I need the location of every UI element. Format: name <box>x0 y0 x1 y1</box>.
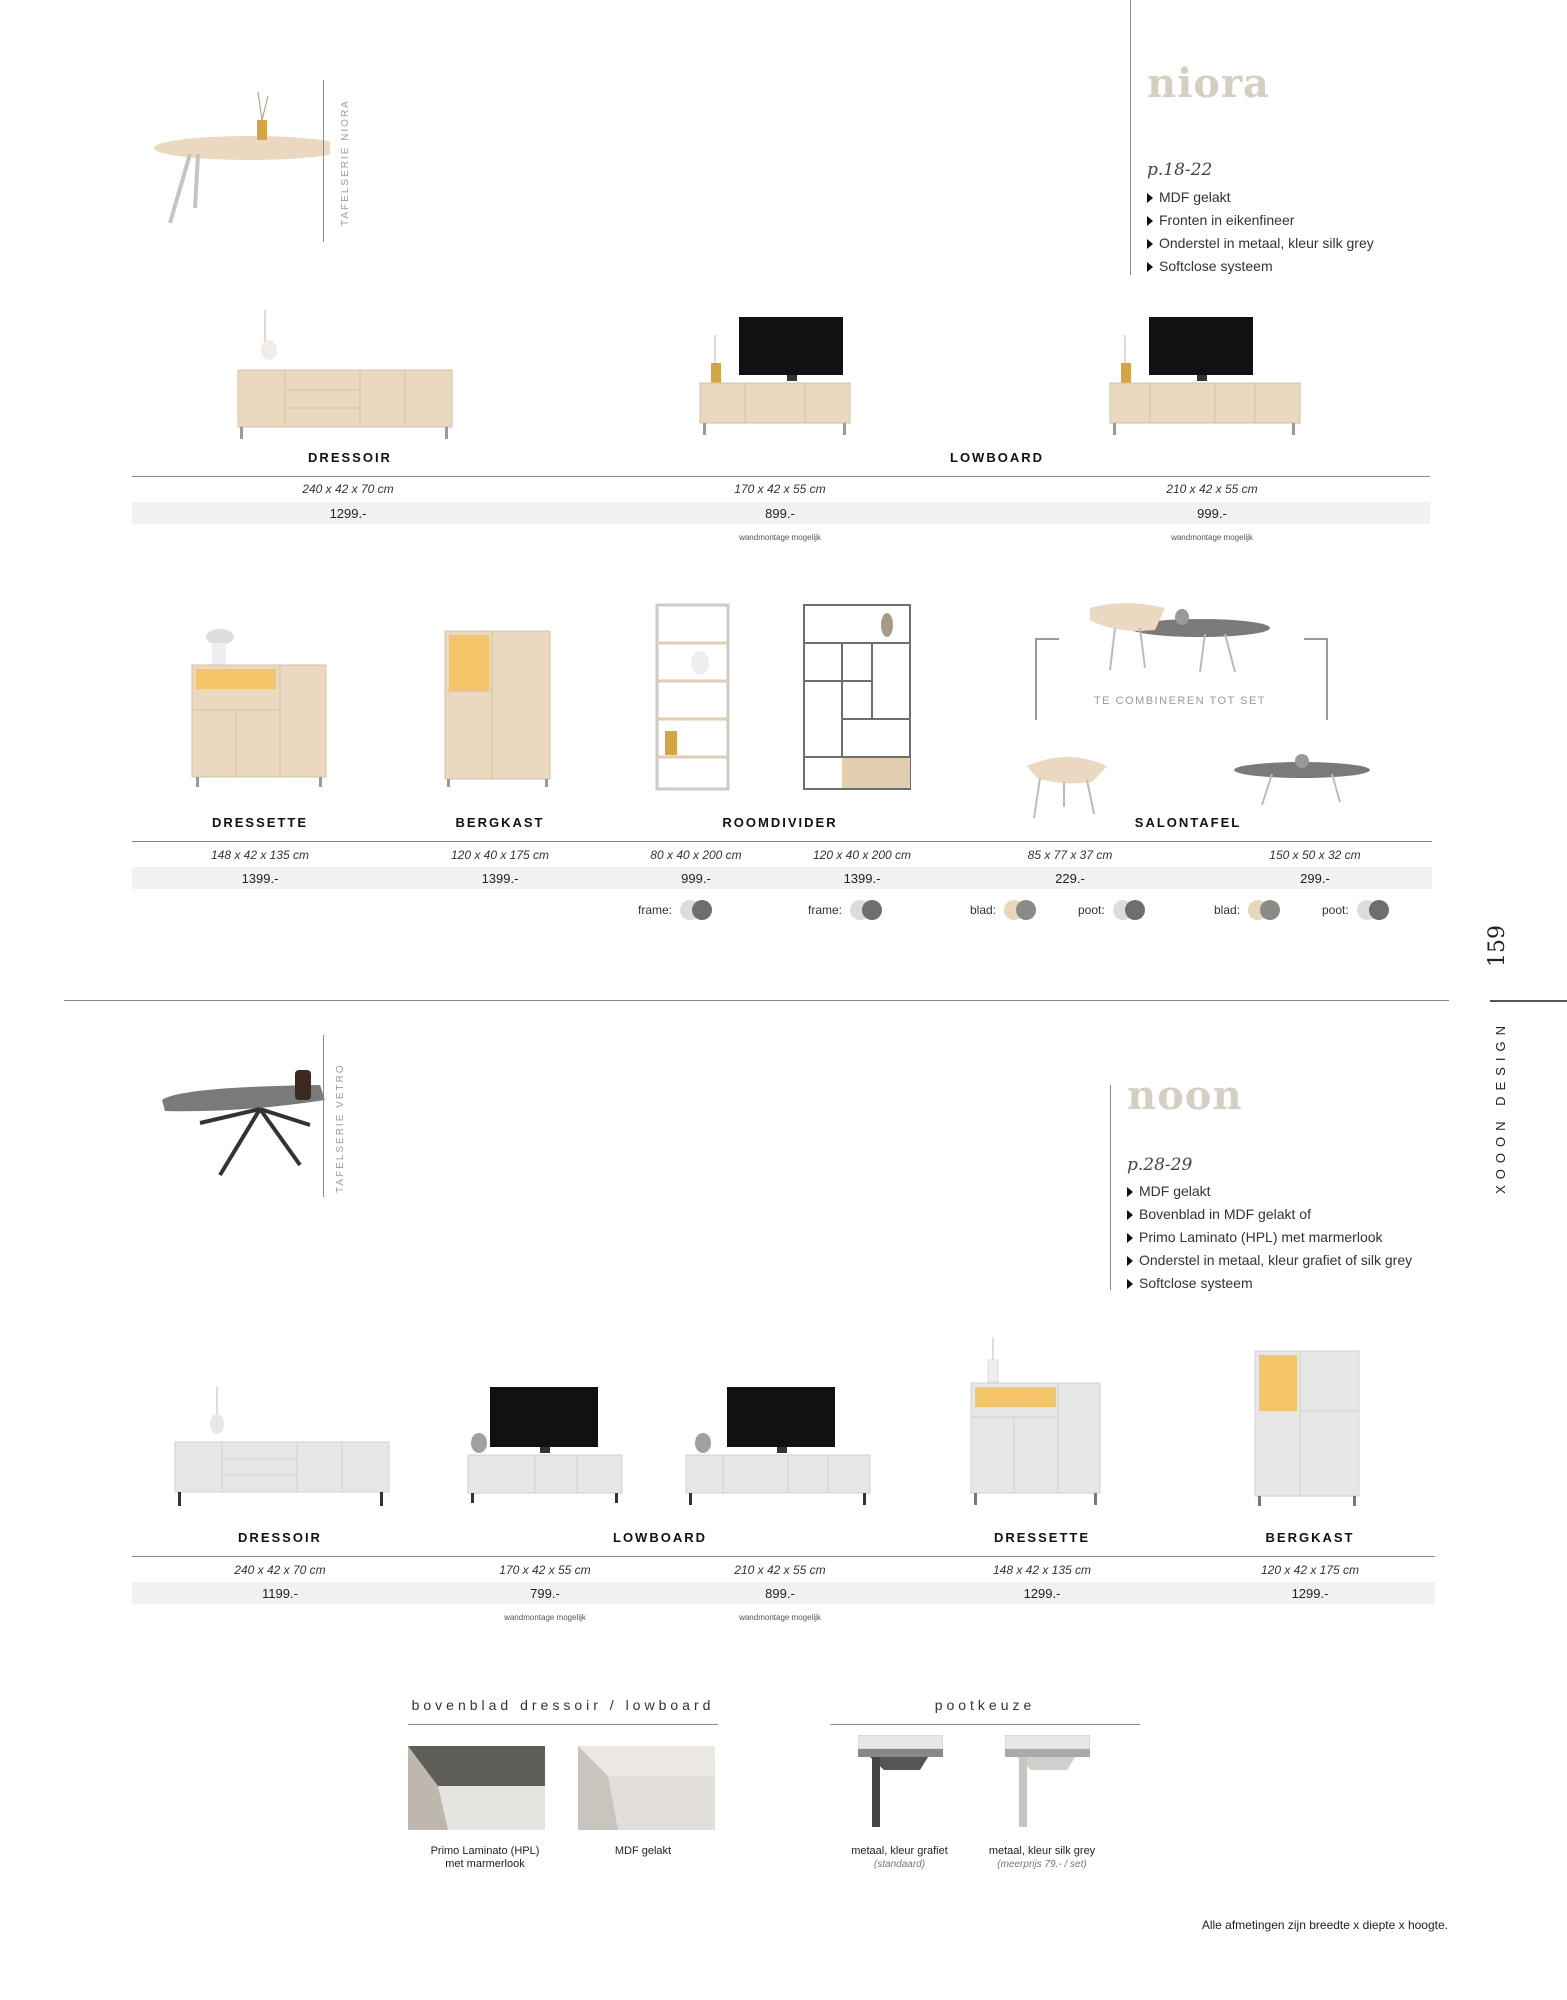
product-name-roomdivider: ROOMDIVIDER <box>722 815 838 830</box>
dimension-label: 240 x 42 x 70 cm <box>234 1563 326 1577</box>
noon-title: noon <box>1127 1072 1243 1119</box>
dimension-label: 80 x 40 x 200 cm <box>650 848 742 862</box>
product-name-dressette: DRESSETTE <box>993 1530 1090 1545</box>
salontafel-150-image <box>1232 750 1372 810</box>
vetro-series-label: TAFELSERIE VETRO <box>335 1063 346 1193</box>
swatch-group: blad: <box>970 900 1036 920</box>
wall-mount-note: wandmontage mogelijk <box>1171 533 1253 542</box>
niora-roomdivider-80-image <box>655 603 730 793</box>
feature-item: Fronten in eikenfineer <box>1147 209 1447 232</box>
product-name-dressoir: DRESSOIR <box>308 450 392 465</box>
feature-item: MDF gelakt <box>1127 1180 1457 1203</box>
product-name-bergkast: BERGKAST <box>455 815 545 830</box>
product-name-lowboard: LOWBOARD <box>613 1530 707 1545</box>
price-label: 229.- <box>1055 871 1085 886</box>
price-label: 1399.- <box>481 871 519 886</box>
dimension-label: 170 x 42 x 55 cm <box>734 482 826 496</box>
salontafel-85-image <box>1022 752 1112 822</box>
swatch-group: frame: <box>638 900 712 920</box>
swatch-group: poot: <box>1322 900 1389 920</box>
price-label: 299.- <box>1300 871 1330 886</box>
price-label: 999.- <box>681 871 711 886</box>
swatch-marble <box>1016 900 1036 920</box>
price-label: 799.- <box>530 1586 560 1601</box>
vetro-table-image <box>160 1065 335 1190</box>
wall-mount-note: wandmontage mogelijk <box>504 1613 586 1622</box>
niora-series-label: TAFELSERIE NIORA <box>340 99 351 226</box>
leg-option-silk-grey-caption: metaal, kleur silk grey (meerprijs 79.- / set) <box>988 1845 1096 1870</box>
leg-option-graphite-caption: metaal, kleur grafiet (standaard) <box>851 1845 948 1870</box>
noon-dressette-image <box>968 1335 1103 1510</box>
noon-feature-list <box>1127 1180 1457 1295</box>
noon-page-ref: p.28-29 <box>1127 1155 1193 1175</box>
top-option-hpl-image <box>408 1746 545 1830</box>
dimension-label: 120 x 40 x 200 cm <box>812 848 912 862</box>
feature-item: Bovenblad in MDF gelakt of <box>1127 1203 1457 1226</box>
product-name-dressette: DRESSETTE <box>211 815 308 830</box>
price-label: 899.- <box>765 1586 795 1601</box>
swatch-marble <box>1260 900 1280 920</box>
feature-item: Softclose systeem <box>1127 1272 1457 1295</box>
wall-mount-note: wandmontage mogelijk <box>739 533 821 542</box>
price-label: 1199.- <box>262 1586 298 1601</box>
dimension-label: 120 x 40 x 175 cm <box>450 848 550 862</box>
price-label: 1299.- <box>329 506 367 521</box>
product-name-bergkast: BERGKAST <box>1265 1530 1355 1545</box>
product-name-salontafel: SALONTAFEL <box>1134 815 1242 830</box>
niora-bergkast-image <box>440 625 555 790</box>
feature-item: Onderstel in metaal, kleur grafiet of silk grey <box>1127 1249 1457 1272</box>
niora-lowboard-170-image <box>695 315 855 445</box>
niora-page-ref: p.18-22 <box>1147 160 1213 180</box>
top-option-mdf-image <box>578 1746 715 1830</box>
swatch-group: blad: <box>1214 900 1280 920</box>
dimension-label: 170 x 42 x 55 cm <box>499 1563 591 1577</box>
leg-option-silk-grey-image <box>1005 1735 1090 1830</box>
dimension-label: 210 x 42 x 55 cm <box>1166 482 1258 496</box>
swatch-graphite <box>692 900 712 920</box>
price-label: 1299.- <box>1291 1586 1329 1601</box>
dimension-label: 85 x 77 x 37 cm <box>1027 848 1113 862</box>
product-name-dressoir: DRESSOIR <box>238 1530 322 1545</box>
noon-lowboard-210-image <box>683 1385 873 1510</box>
page-number: 159 <box>1485 925 1510 967</box>
swatch-group: poot: <box>1078 900 1145 920</box>
swatch-group: frame: <box>808 900 882 920</box>
feature-item: Primo Laminato (HPL) met marmerlook <box>1127 1226 1457 1249</box>
top-option-hpl-caption: Primo Laminato (HPL) met marmerlook <box>430 1845 540 1870</box>
noon-bergkast-image <box>1252 1348 1362 1510</box>
footer-note: Alle afmetingen zijn breedte x diepte x hoogte. <box>1201 1918 1448 1932</box>
dimension-label: 148 x 42 x 135 cm <box>210 848 310 862</box>
feature-item: Onderstel in metaal, kleur silk grey <box>1147 232 1447 255</box>
niora-title: niora <box>1147 60 1270 107</box>
top-options-title: bovenblad dressoir / lowboard <box>411 1697 715 1713</box>
noon-dressoir-image <box>172 1382 392 1512</box>
niora-lowboard-210-image <box>1105 315 1305 445</box>
niora-table-image <box>150 88 330 228</box>
feature-item: Softclose systeem <box>1147 255 1447 278</box>
niora-roomdivider-120-image <box>802 603 912 793</box>
dimension-label: 240 x 42 x 70 cm <box>302 482 394 496</box>
price-label: 1299.- <box>1023 1586 1061 1601</box>
price-label: 1399.- <box>843 871 881 886</box>
wall-mount-note: wandmontage mogelijk <box>739 1613 821 1622</box>
niora-dressette-image <box>190 625 330 790</box>
combine-set-label: TE COMBINEREN TOT SET <box>1093 695 1267 707</box>
price-label: 1399.- <box>241 871 279 886</box>
salontafel-set-image <box>1085 600 1275 680</box>
swatch-graphite <box>1369 900 1389 920</box>
dimension-label: 120 x 42 x 175 cm <box>1260 1563 1360 1577</box>
swatch-graphite <box>1125 900 1145 920</box>
brand-label: XOOON DESIGN <box>1493 1020 1508 1194</box>
niora-feature-list <box>1147 186 1447 278</box>
feature-item: MDF gelakt <box>1147 186 1447 209</box>
leg-options-title: pootkeuze <box>934 1697 1036 1713</box>
product-name-lowboard: LOWBOARD <box>950 450 1044 465</box>
price-label: 899.- <box>765 506 795 521</box>
top-option-mdf-caption: MDF gelakt <box>614 1845 672 1857</box>
dimension-label: 210 x 42 x 55 cm <box>734 1563 826 1577</box>
swatch-graphite <box>862 900 882 920</box>
dimension-label: 148 x 42 x 135 cm <box>992 1563 1092 1577</box>
dimension-label: 150 x 50 x 32 cm <box>1269 848 1361 862</box>
noon-lowboard-170-image <box>465 1385 625 1510</box>
price-label: 999.- <box>1197 506 1227 521</box>
niora-dressoir-image <box>235 305 455 445</box>
leg-option-graphite-image <box>858 1735 943 1830</box>
